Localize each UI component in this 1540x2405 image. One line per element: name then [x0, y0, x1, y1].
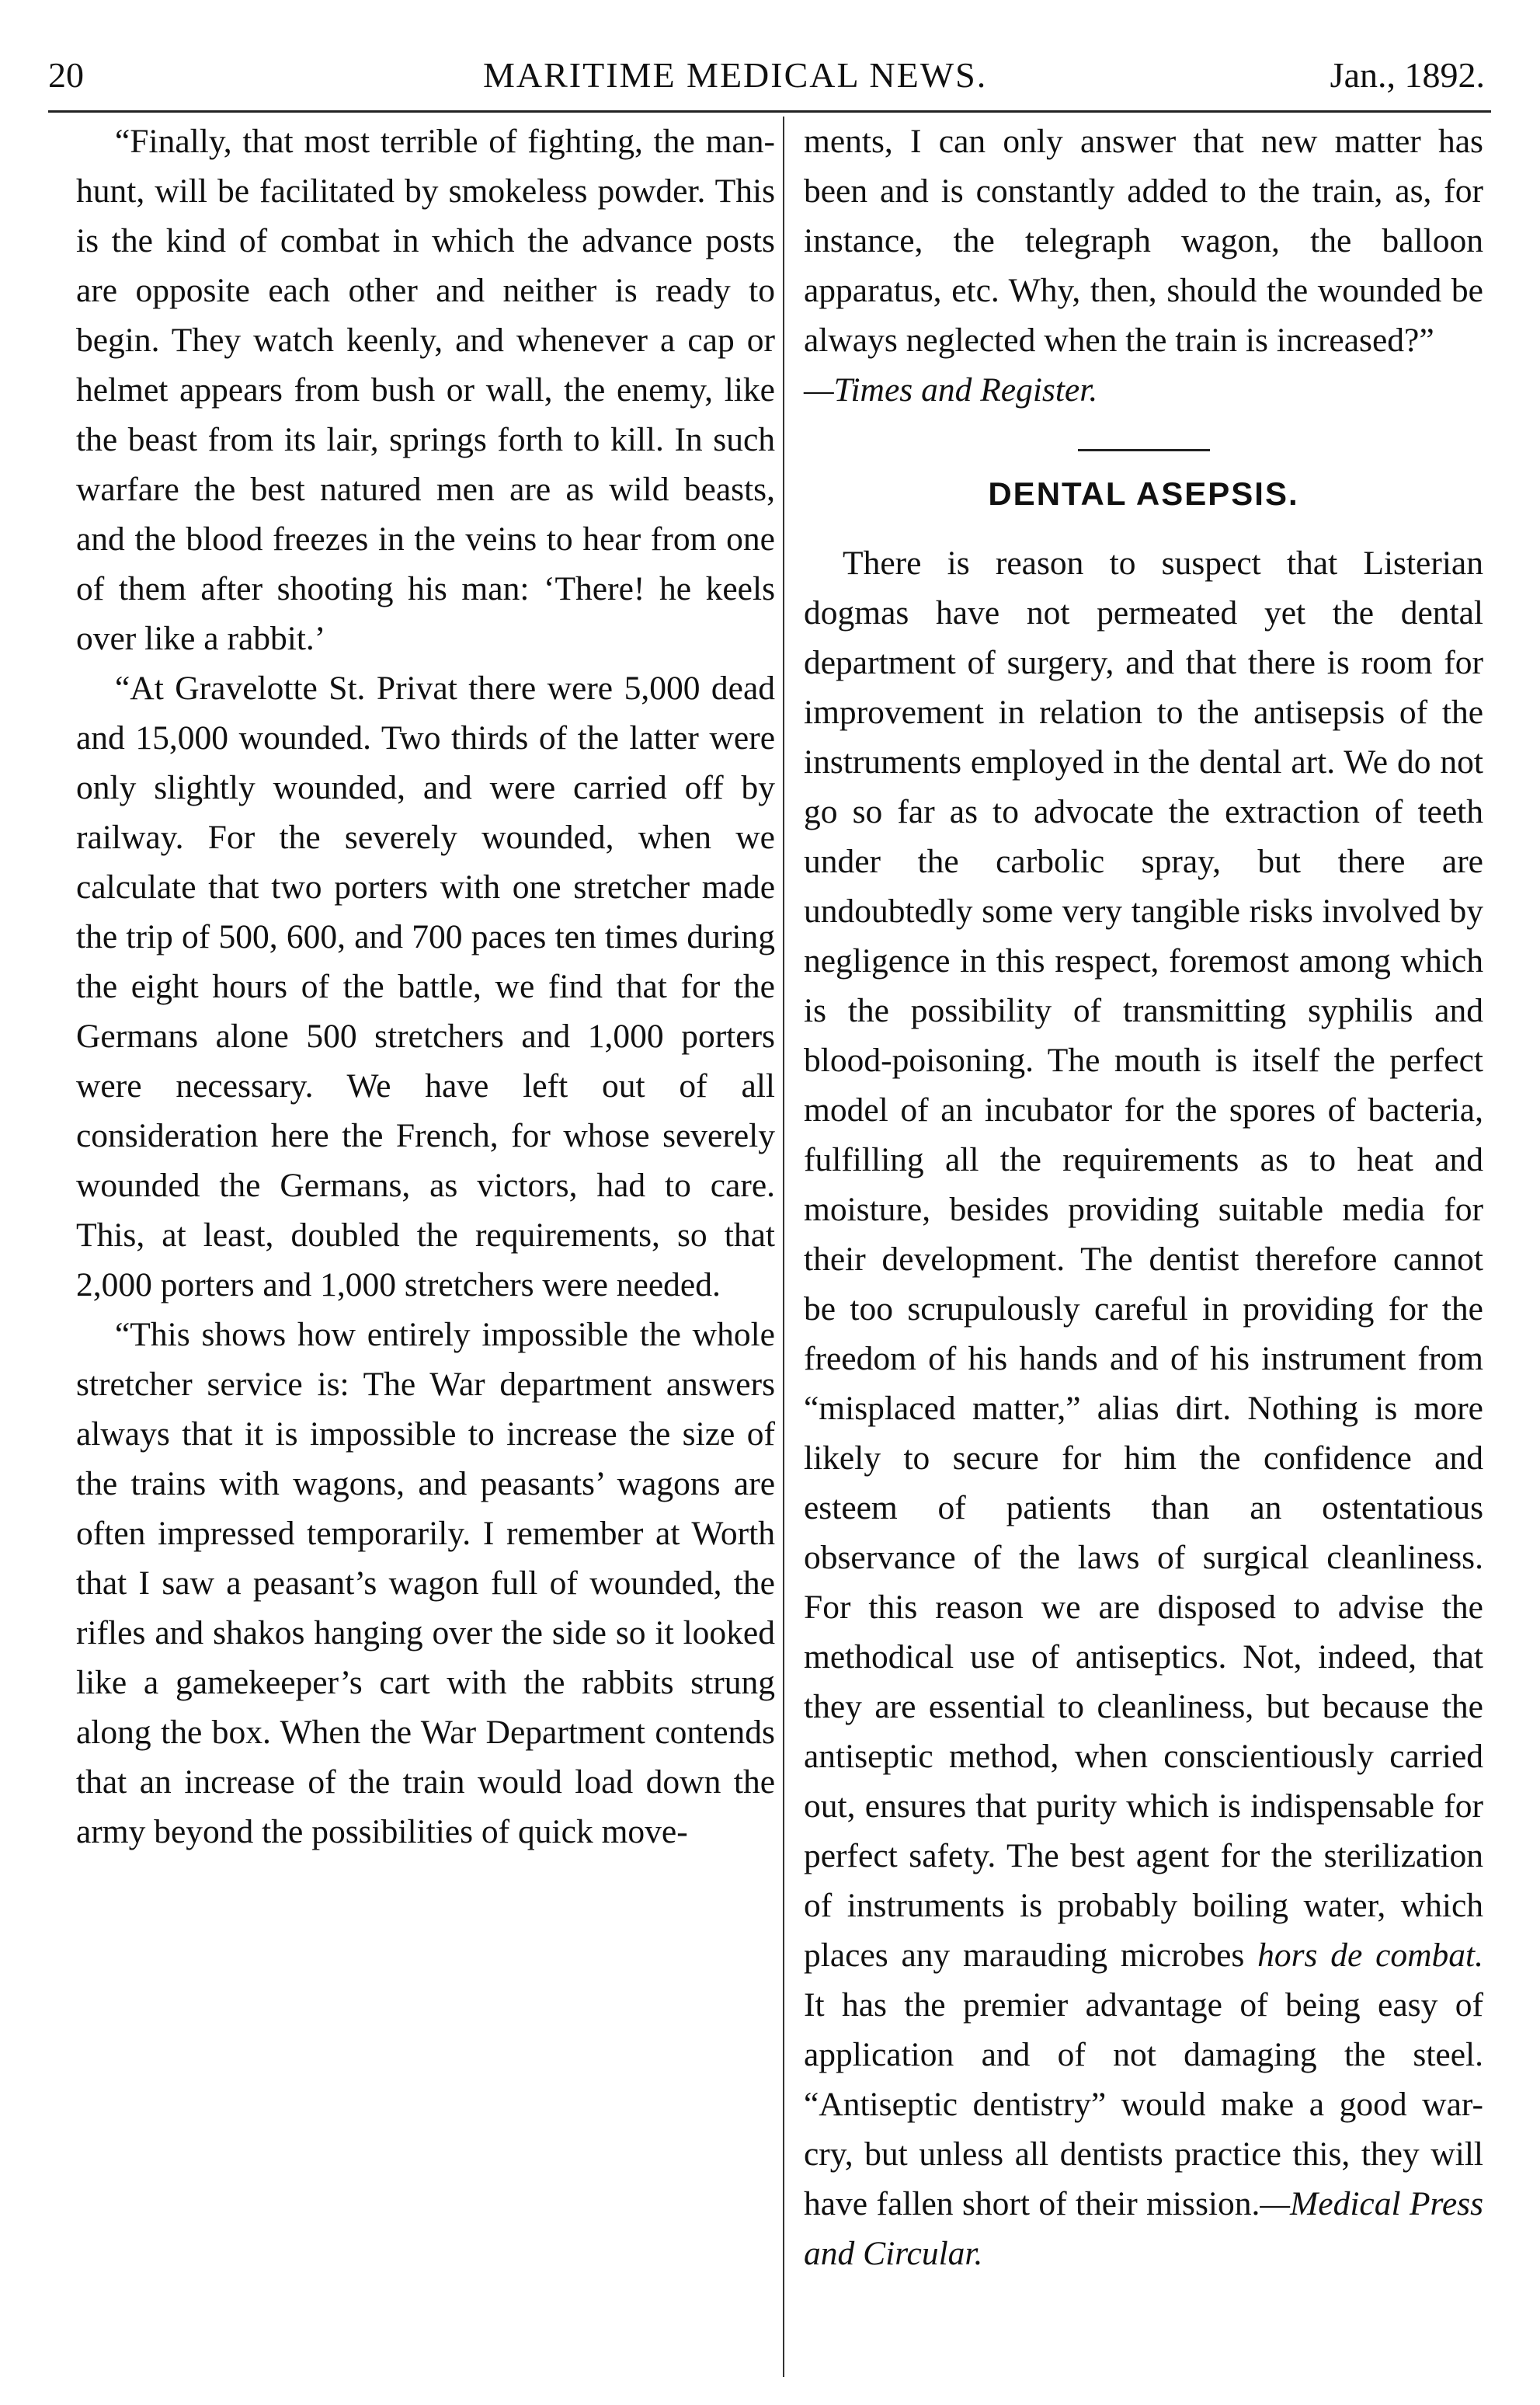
journal-title: MARITIME MEDICAL NEWS. [483, 55, 988, 95]
continuation-paragraph [804, 117, 1483, 415]
paragraph-stretcher-service: “This shows how entirely impossible the whole stretcher service is: The War department answers always that it is impossible to increase the size of the trains with wagons, and peasants’ wagons are often impressed temporarily. I remember at Worth that I saw a peasant’s wagon full of wounded, the rifles and shakos hanging over the side so it looked like a gamekeeper’s cart with the rabbits strung along the box. When the War Department contends that an increase of the train would load down the army beyond the possibilities of quick move- [76, 1316, 775, 1850]
continuation-text: ments, I can only answer that new matter has been and is constantly added to the train, as, for instance, the telegraph wagon, the balloon apparatus, etc. Why, then, should the wounded be always neglected when the train is increased?” [804, 123, 1483, 359]
page-number: 20 [48, 55, 84, 95]
article-paragraph [804, 538, 1483, 2278]
left-column [76, 117, 775, 1857]
continuation-source: —Times and Register. [804, 371, 1098, 409]
right-column [804, 117, 1483, 2278]
article-separator [1078, 449, 1210, 451]
article-italic-phrase: hors de combat. [1257, 1937, 1483, 1974]
paragraph-manhunt: “Finally, that most terrible of fighting, the man-hunt, will be facilitated by smokeless powder. This is the kind of combat in which the advance posts are opposite each other and neither is ready to begin. They watch keenly, and whenever a cap or helmet appears from bush or wall, the enemy, like the beast from its lair, springs forth to kill. In such warfare the best natured men are as wild beasts, and the blood freezes in the veins to hear from one of them after shooting his man: ‘There! he keels over like a rabbit.’ [76, 123, 775, 657]
column-divider [783, 117, 784, 2377]
article-heading: DENTAL ASEPSIS. [988, 475, 1299, 512]
article-text-end: It has the premier advantage of being easy of application and of not damaging the steel. “Antiseptic dentistry” would make a good war-cry, but unless all dentists practice this, they will have fallen short of their mission. [804, 1986, 1483, 2222]
paragraph-gravelotte: “At Gravelotte St. Privat there were 5,000 dead and 15,000 wounded. Two thirds of the latter were only slightly wounded, and were carried off by railway. For the severely wounded, when we calculate that two porters with one stretcher made the trip of 500, 600, and 700 paces ten times during the eight hours of the battle, we find that for the Germans alone 500 stretchers and 1,000 porters were necessary. We have left out of all consideration here the French, for whose severely wounded the Germans, as victors, had to care. This, at least, doubled the requirements, so that 2,000 porters and 1,000 stretchers were needed. [76, 670, 775, 1303]
article-text: There is reason to suspect that Listerian dogmas have not permeated yet the dental department of surgery, and that there is room for improvement in relation to the antisepsis of the instruments employed in the dental art. We do not go so far as to advocate the extraction of teeth under the carbolic spray, but there are undoubtedly some very tangible risks involved by negligence in this respect, foremost among which is the possibility of transmitting syphilis and blood-poisoning. The mouth is itself the perfect model of an incubator for the spores of bacteria, fulfilling all the requirements as to heat and moisture, besides providing suitable media for their development. The dentist therefore cannot be too scrupulously careful in providing for the freedom of his hands and of his instrument from “misplaced matter,” alias dirt. Nothing is more likely to secure for him the confidence and esteem of patients than an ostentatious observance of the laws of surgical cleanliness. For this reason we are disposed to advise the methodical use of antiseptics. Not, indeed, that they are essential to cleanliness, but because the antiseptic method, when conscientiously carried out, ensures that purity which is indispensable for perfect safety. The best agent for the sterilization of instruments is probably boiling water, which places any marauding microbes [804, 545, 1483, 1974]
issue-date: Jan., 1892. [1330, 55, 1485, 95]
header-rule [48, 110, 1491, 113]
article-source: —Medical Press and Circular. [804, 2185, 1483, 2272]
page-header [48, 48, 1485, 103]
